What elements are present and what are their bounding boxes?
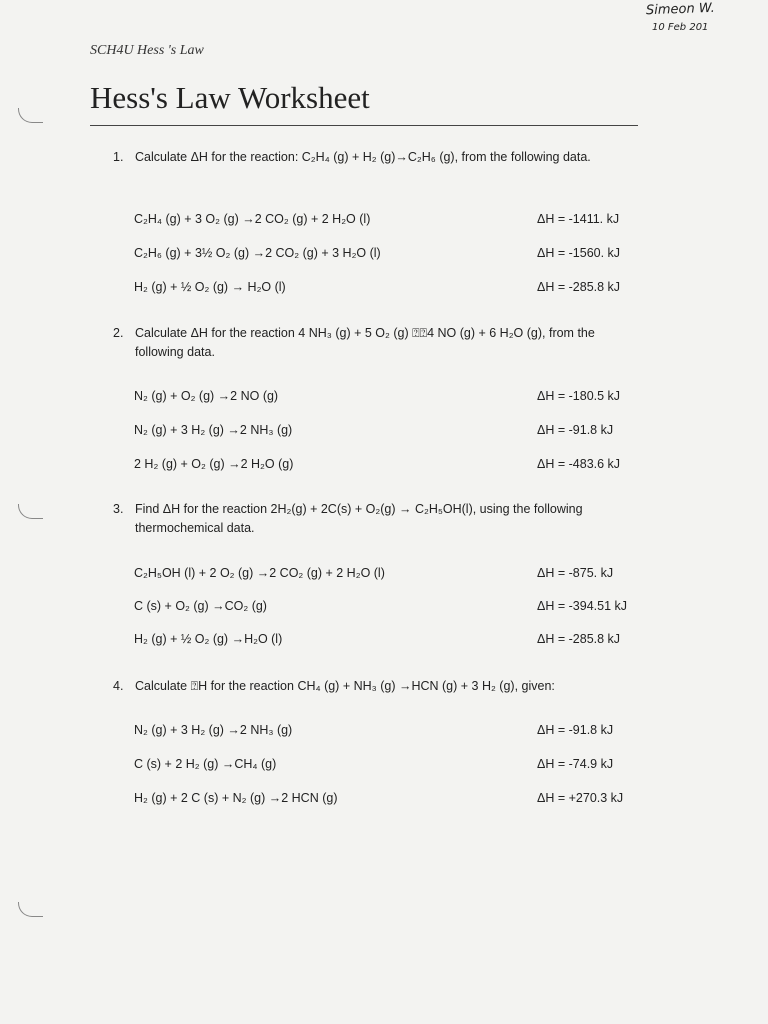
title-divider — [90, 125, 638, 126]
question-text: Calculate ⍰H for the reaction CH₄ (g) + NH₃ (g) →HCN (g) + 3 H₂ (g), given: — [135, 679, 555, 693]
equation: N₂ (g) + 3 H₂ (g) →2 NH₃ (g) — [134, 423, 293, 437]
equation: 2 H₂ (g) + O₂ (g) →2 H₂O (g) — [134, 457, 294, 471]
question-text: Calculate ΔH for the reaction: C₂H₄ (g) + H₂ (g)→C₂H₆ (g), from the following data. — [135, 150, 591, 164]
equation: C₂H₆ (g) + 3½ O₂ (g) →2 CO₂ (g) + 3 H₂O (l) — [134, 246, 381, 260]
punch-hole-mark — [18, 902, 43, 917]
equation: C (s) + O₂ (g) →CO₂ (g) — [134, 599, 267, 613]
equation: H₂ (g) + ½ O₂ (g) → H₂O (l) — [134, 280, 286, 294]
enthalpy-value: ΔH = -180.5 kJ — [537, 389, 621, 403]
equation: C₂H₅OH (l) + 2 O₂ (g) →2 CO₂ (g) + 2 H₂O (l) — [134, 566, 385, 580]
enthalpy-value: ΔH = -74.9 kJ — [537, 757, 614, 771]
page-title: Hess's Law Worksheet — [90, 80, 370, 115]
punch-hole-mark — [18, 108, 43, 123]
enthalpy-value: ΔH = -394.51 kJ — [537, 599, 627, 613]
course-header: SCH4U Hess 's Law — [90, 43, 204, 58]
enthalpy-value: ΔH = -91.8 kJ — [537, 423, 614, 437]
question-text: Calculate ΔH for the reaction 4 NH₃ (g) + 5 O₂ (g) ⍰⍰4 NO (g) + 6 H₂O (g), from the following data. — [135, 326, 595, 359]
enthalpy-value: ΔH = -1411. kJ — [537, 212, 620, 226]
enthalpy-value: ΔH = -285.8 kJ — [537, 632, 621, 646]
equation: C (s) + 2 H₂ (g) →CH₄ (g) — [134, 757, 277, 771]
enthalpy-value: ΔH = -285.8 kJ — [537, 280, 621, 294]
handwritten-name: Simeon W. — [645, 0, 716, 19]
punch-hole-mark — [18, 504, 43, 519]
handwritten-date: 10 Feb 201 — [652, 22, 709, 33]
enthalpy-value: ΔH = -1560. kJ — [537, 246, 621, 260]
equation: H₂ (g) + 2 C (s) + N₂ (g) →2 HCN (g) — [134, 791, 338, 805]
question-number: 3. — [113, 502, 124, 516]
question-number: 1. — [113, 150, 124, 164]
question-text: Find ΔH for the reaction 2H₂(g) + 2C(s) + O₂(g) → C₂H₅OH(l), using the following thermochemical data. — [135, 502, 583, 535]
equation: C₂H₄ (g) + 3 O₂ (g) →2 CO₂ (g) + 2 H₂O (l) — [134, 212, 371, 226]
enthalpy-value: ΔH = -875. kJ — [537, 566, 614, 580]
enthalpy-value: ΔH = -483.6 kJ — [537, 457, 621, 471]
equation: N₂ (g) + O₂ (g) →2 NO (g) — [134, 389, 279, 403]
enthalpy-value: ΔH = -91.8 kJ — [537, 723, 614, 737]
equation: N₂ (g) + 3 H₂ (g) →2 NH₃ (g) — [134, 723, 293, 737]
question-number: 2. — [113, 326, 124, 340]
equation: H₂ (g) + ½ O₂ (g) →H₂O (l) — [134, 632, 283, 646]
enthalpy-value: ΔH = +270.3 kJ — [537, 791, 624, 805]
question-number: 4. — [113, 679, 124, 693]
